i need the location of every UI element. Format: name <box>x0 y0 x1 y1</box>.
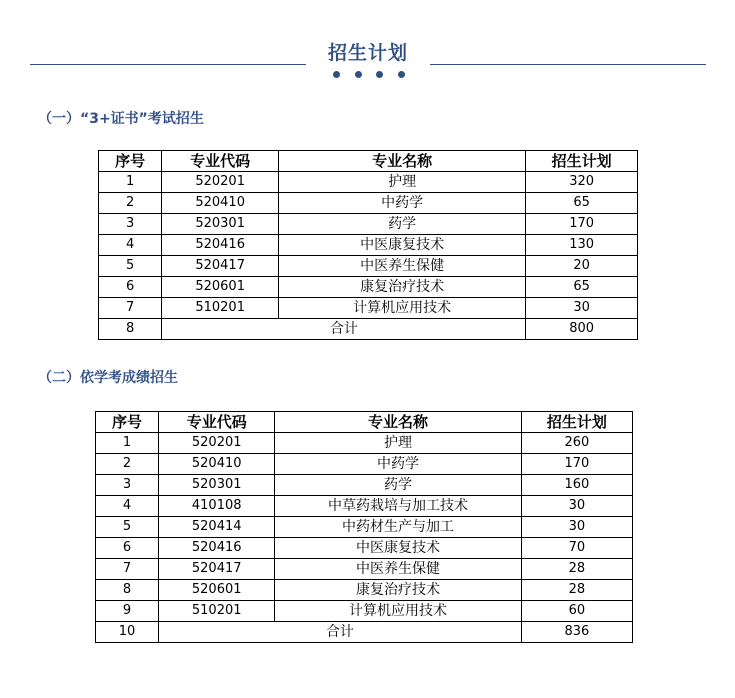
cell-plan: 30 <box>521 517 632 538</box>
cell-code: 520417 <box>162 256 279 277</box>
cell-plan: 30 <box>521 496 632 517</box>
cell-no: 3 <box>99 214 162 235</box>
cell-no: 6 <box>99 277 162 298</box>
column-header-plan: 招生计划 <box>521 412 632 433</box>
table-row <box>96 601 633 622</box>
column-header-code: 专业代码 <box>159 412 275 433</box>
cell-name: 中药学 <box>275 454 521 475</box>
cell-no: 3 <box>96 475 159 496</box>
cell-total-label: 合计 <box>159 622 522 643</box>
dot-decoration <box>355 71 362 78</box>
cell-name: 康复治疗技术 <box>278 277 525 298</box>
page-title: 招生计划 <box>327 42 408 64</box>
cell-code: 520201 <box>162 172 279 193</box>
table-row <box>96 580 633 601</box>
column-header-code: 专业代码 <box>162 151 279 172</box>
cell-name: 计算机应用技术 <box>275 601 521 622</box>
cell-name: 计算机应用技术 <box>278 298 525 319</box>
cell-plan: 65 <box>526 193 638 214</box>
dot-decoration <box>376 71 383 78</box>
cell-name: 中医康复技术 <box>278 235 525 256</box>
cell-code: 520301 <box>159 475 275 496</box>
table-row <box>96 538 633 559</box>
cell-no: 8 <box>99 319 162 340</box>
cell-plan: 160 <box>521 475 632 496</box>
cell-no: 4 <box>99 235 162 256</box>
cell-name: 护理 <box>278 172 525 193</box>
dot-decoration <box>333 71 340 78</box>
table-row <box>99 298 638 319</box>
cell-code: 520410 <box>159 454 275 475</box>
table-body <box>96 433 633 643</box>
cell-total-plan: 836 <box>521 622 632 643</box>
cell-no: 5 <box>99 256 162 277</box>
cell-no: 6 <box>96 538 159 559</box>
cell-plan: 28 <box>521 559 632 580</box>
table-row <box>96 433 633 454</box>
column-header-plan: 招生计划 <box>526 151 638 172</box>
cell-no: 2 <box>96 454 159 475</box>
cell-no: 5 <box>96 517 159 538</box>
cell-total-label: 合计 <box>162 319 526 340</box>
cell-plan: 170 <box>526 214 638 235</box>
column-header-no: 序号 <box>96 412 159 433</box>
cell-no: 9 <box>96 601 159 622</box>
cell-code: 520301 <box>162 214 279 235</box>
cell-plan: 60 <box>521 601 632 622</box>
table-body <box>99 172 638 340</box>
cell-plan: 170 <box>521 454 632 475</box>
cell-name: 药学 <box>275 475 521 496</box>
cell-code: 520416 <box>162 235 279 256</box>
cell-code: 410108 <box>159 496 275 517</box>
cell-code: 520417 <box>159 559 275 580</box>
cell-name: 护理 <box>275 433 521 454</box>
cell-name: 中医养生保健 <box>278 256 525 277</box>
cell-name: 药学 <box>278 214 525 235</box>
cell-code: 520601 <box>162 277 279 298</box>
cell-name: 康复治疗技术 <box>275 580 521 601</box>
cell-no: 4 <box>96 496 159 517</box>
cell-name: 中药材生产与加工 <box>275 517 521 538</box>
cell-name: 中医养生保健 <box>275 559 521 580</box>
cell-no: 8 <box>96 580 159 601</box>
table-row <box>96 517 633 538</box>
cell-no: 10 <box>96 622 159 643</box>
cell-code: 520601 <box>159 580 275 601</box>
column-header-no: 序号 <box>99 151 162 172</box>
header-divider-left <box>30 64 306 65</box>
table-row <box>99 277 638 298</box>
cell-plan: 320 <box>526 172 638 193</box>
cell-name: 中草药栽培与加工技术 <box>275 496 521 517</box>
cell-plan: 30 <box>526 298 638 319</box>
cell-name: 中药学 <box>278 193 525 214</box>
header-divider-right <box>430 64 706 65</box>
cell-plan: 65 <box>526 277 638 298</box>
column-header-name: 专业名称 <box>278 151 525 172</box>
section-title-academic-test-admission: （二）依学考成绩招生 <box>38 370 178 386</box>
table-row <box>96 475 633 496</box>
table-row <box>99 235 638 256</box>
cell-code: 520201 <box>159 433 275 454</box>
admission-plan-table-academic <box>95 411 633 643</box>
table-row <box>96 559 633 580</box>
cell-no: 1 <box>99 172 162 193</box>
table-row <box>99 256 638 277</box>
table-row <box>96 496 633 517</box>
table-row <box>96 454 633 475</box>
cell-code: 520416 <box>159 538 275 559</box>
table-row <box>99 214 638 235</box>
table-row <box>99 172 638 193</box>
section-title-exam-admission: （一）“3+证书”考试招生 <box>38 111 204 127</box>
table-total-row <box>99 319 638 340</box>
cell-plan: 260 <box>521 433 632 454</box>
column-header-name: 专业名称 <box>275 412 521 433</box>
cell-plan: 70 <box>521 538 632 559</box>
table-header-row <box>96 412 633 433</box>
table-header-row <box>99 151 638 172</box>
cell-no: 2 <box>99 193 162 214</box>
table-total-row <box>96 622 633 643</box>
dot-decoration <box>398 71 405 78</box>
cell-no: 1 <box>96 433 159 454</box>
cell-plan: 28 <box>521 580 632 601</box>
cell-code: 520410 <box>162 193 279 214</box>
cell-no: 7 <box>96 559 159 580</box>
table-row <box>99 193 638 214</box>
cell-name: 中医康复技术 <box>275 538 521 559</box>
header-dots <box>333 71 405 79</box>
cell-code: 510201 <box>162 298 279 319</box>
cell-code: 510201 <box>159 601 275 622</box>
cell-plan: 20 <box>526 256 638 277</box>
admission-plan-table-exam <box>98 150 638 340</box>
cell-no: 7 <box>99 298 162 319</box>
cell-plan: 130 <box>526 235 638 256</box>
cell-code: 520414 <box>159 517 275 538</box>
cell-total-plan: 800 <box>526 319 638 340</box>
page-header <box>0 0 735 90</box>
